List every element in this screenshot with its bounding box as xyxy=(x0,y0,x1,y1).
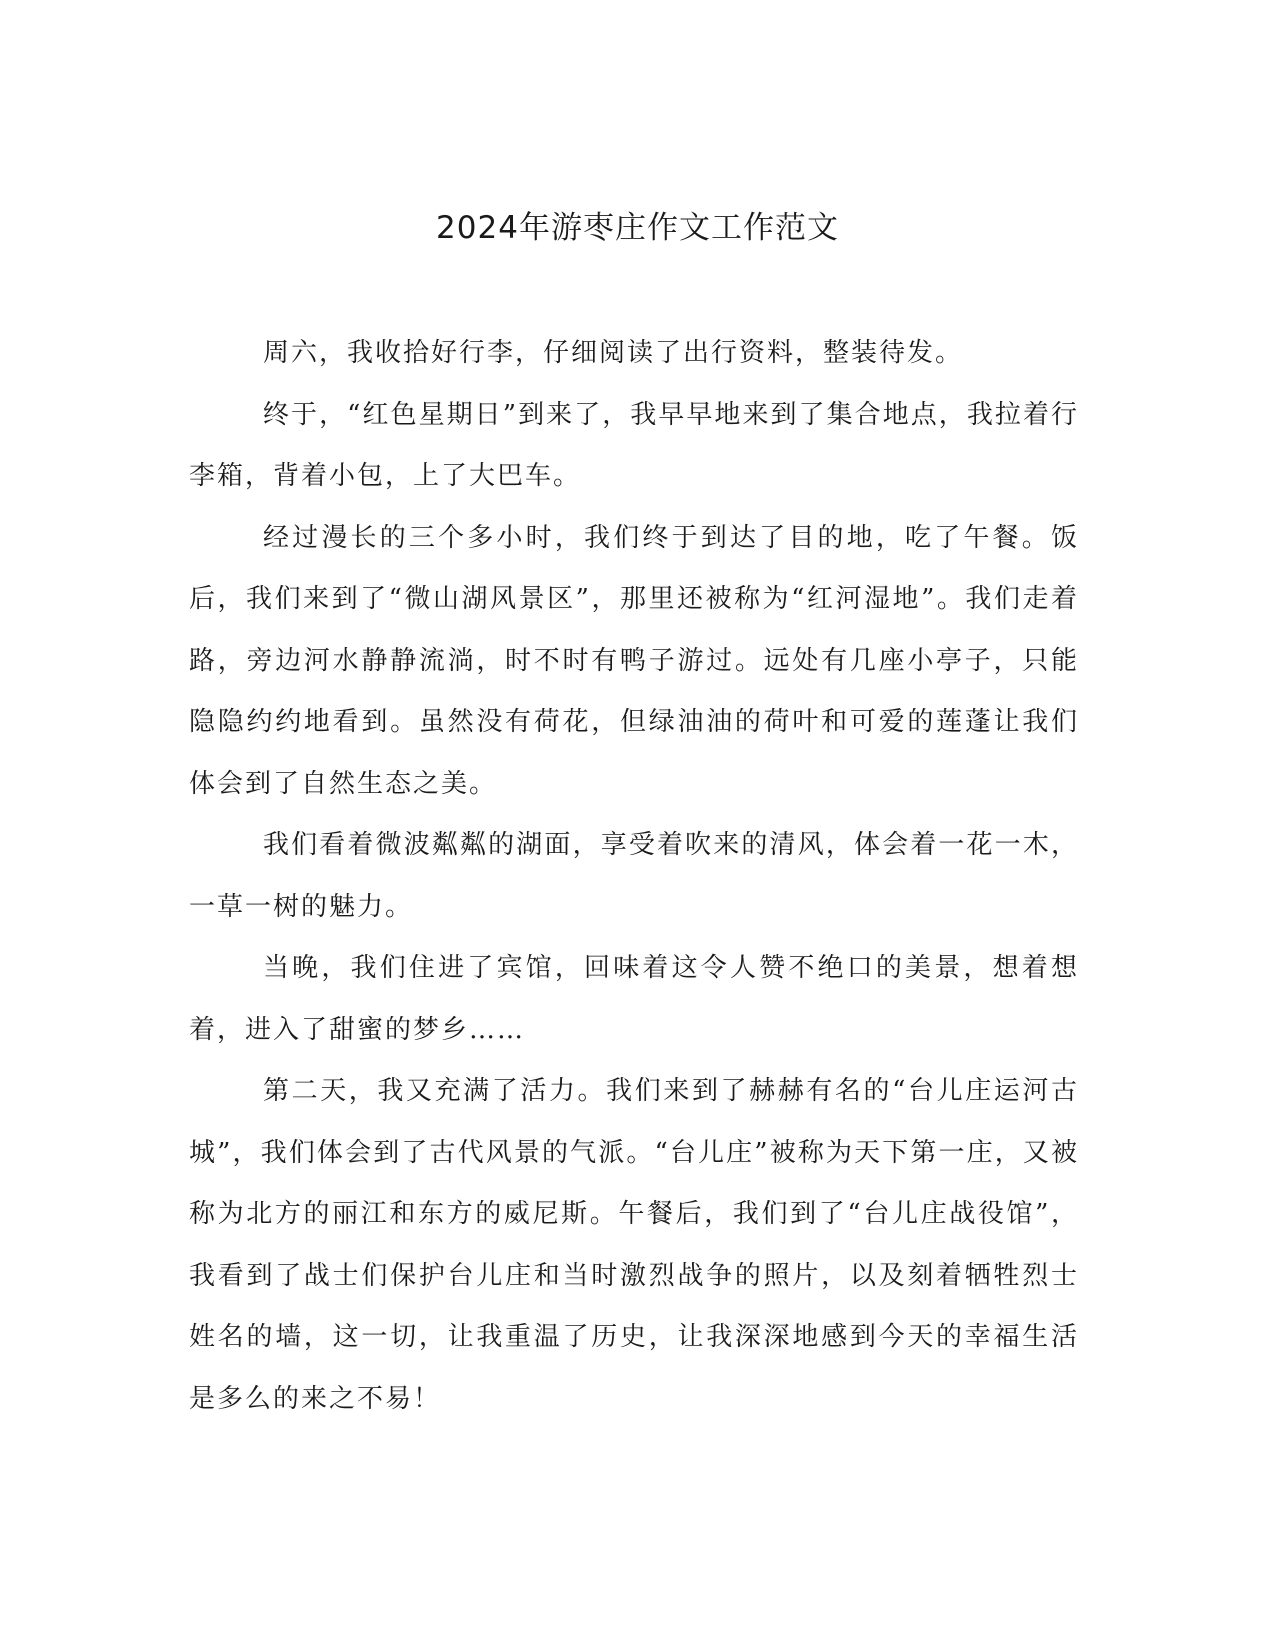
paragraph-2: 终于，“红色星期日”到来了，我早早地来到了集合地点，我拉着行李箱，背着小包，上了大巴车。 xyxy=(189,399,1079,491)
document-title: 2024年游枣庄作文工作范文 xyxy=(436,210,839,246)
paragraph-3: 经过漫长的三个多小时，我们终于到达了目的地，吃了午餐。饭后，我们来到了“微山湖风景区”，那里还被称为“红河湿地”。我们走着路，旁边河水静静流淌，时不时有鸭子游过。远处有几座小亭子，只能隐隐约约地看到。虽然没有荷花，但绿油油的荷叶和可爱的莲蓬让我们体会到了自然生态之美。 xyxy=(189,522,1079,799)
paragraph-5: 当晚，我们住进了宾馆，回味着这令人赞不绝口的美景，想着想着，进入了甜蜜的梦乡…… xyxy=(189,953,1079,1045)
paragraph-4: 我们看着微波粼粼的湖面，享受着吹来的清风，体会着一花一木，一草一树的魅力。 xyxy=(189,830,1079,922)
document-body xyxy=(189,323,1079,1430)
paragraph-1: 周六，我收拾好行李，仔细阅读了出行资料，整装待发。 xyxy=(263,338,964,368)
paragraph-6: 第二天，我又充满了活力。我们来到了赫赫有名的“台儿庄运河古城”，我们体会到了古代风景的气派。“台儿庄”被称为天下第一庄，又被称为北方的丽江和东方的威尼斯。午餐后，我们到了“台儿庄战役馆”，我看到了战士们保护台儿庄和当时激烈战争的照片，以及刻着牺牲烈士姓名的墙，这一切，让我重温了历史，让我深深地感到今天的幸福生活是多么的来之不易！ xyxy=(189,1076,1079,1414)
